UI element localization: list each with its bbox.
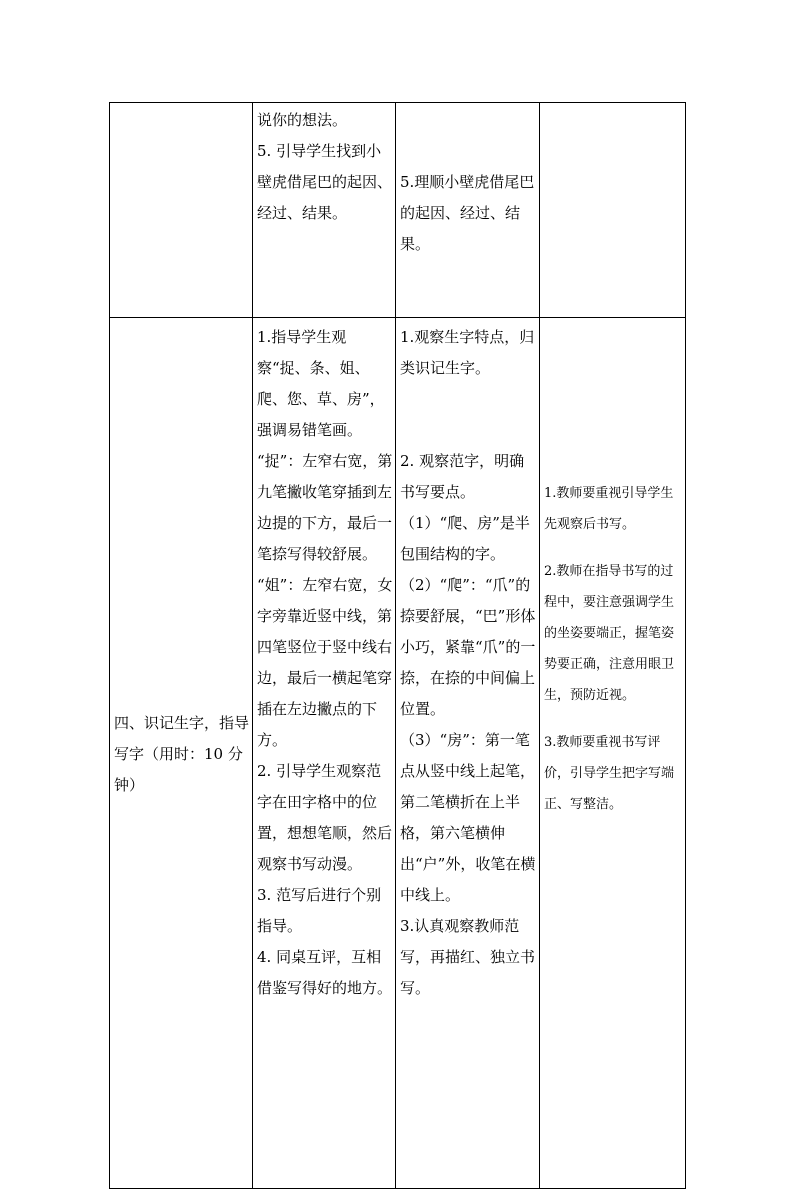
paragraph: 5.理顺小壁虎借尾巴的起因、经过、结果。 — [400, 173, 535, 253]
paragraph: 1.教师要重视引导学生先观察后书写。 — [544, 486, 674, 532]
table-row — [110, 103, 686, 318]
teacher-activity-cell — [253, 103, 396, 318]
paragraph: 3. 范写后进行个别指导。 — [257, 886, 382, 935]
paragraph: 2.教师在指导书写的过程中，要注意强调学生的坐姿要端正，握笔姿势要正确，注意用眼卫生，预防近视。 — [544, 564, 675, 703]
table-row — [110, 318, 686, 1189]
paragraph: 1.观察生字特点，归类识记生字。 — [400, 328, 535, 377]
paragraph: 2. 观察范字，明确书写要点。 — [400, 452, 525, 501]
paragraph: （1）“爬、房”是半包围结构的字。 — [400, 514, 530, 563]
notes-cell-empty — [540, 103, 686, 318]
paragraph: 2. 引导学生观察范字在田字格中的位置，想想笔顺，然后观察书写动漫。 — [257, 762, 393, 873]
stage-label: 四、识记生字，指导写字（用时：10 分钟） — [114, 713, 250, 794]
lesson-plan-table — [109, 102, 686, 1189]
paragraph: 说你的想法。 — [257, 111, 348, 129]
teaching-notes-cell — [540, 318, 686, 1189]
paragraph: 5. 引导学生找到小壁虎借尾巴的起因、经过、结果。 — [257, 142, 393, 222]
paragraph: “捉”：左窄右宽，第九笔撇收笔穿插到左边提的下方，最后一笔捺写得较舒展。 — [257, 452, 393, 563]
stage-cell — [110, 318, 253, 1189]
student-activity-cell — [396, 103, 540, 318]
paragraph: （2）“爬”：“爪”的捺要舒展，“巴”形体小巧，紧靠“爪”的一捺，在捺的中间偏上位置。 — [400, 576, 536, 718]
paragraph: （3）“房”：第一笔点从竖中线上起笔，第二笔横折在上半格，第六笔横伸出“户”外，收笔在横中线上。 — [400, 731, 536, 904]
teacher-activity-cell — [253, 318, 396, 1189]
paragraph: 4. 同桌互评，互相借鉴写得好的地方。 — [257, 948, 393, 997]
student-activity-cell — [396, 318, 540, 1189]
stage-cell-empty — [110, 103, 253, 318]
paragraph: 3.认真观察教师范写，再描红、独立书写。 — [400, 917, 536, 997]
paragraph: 3.教师要重视书写评价，引导学生把字写端正、写整洁。 — [544, 735, 675, 812]
paragraph: 1.指导学生观察“捉、条、姐、爬、您、草、房”，强调易错笔画。 — [257, 328, 385, 439]
paragraph: “姐”：左窄右宽，女字旁靠近竖中线，第四笔竖位于竖中线右边，最后一横起笔穿插在左边撇点的下方。 — [257, 576, 393, 749]
